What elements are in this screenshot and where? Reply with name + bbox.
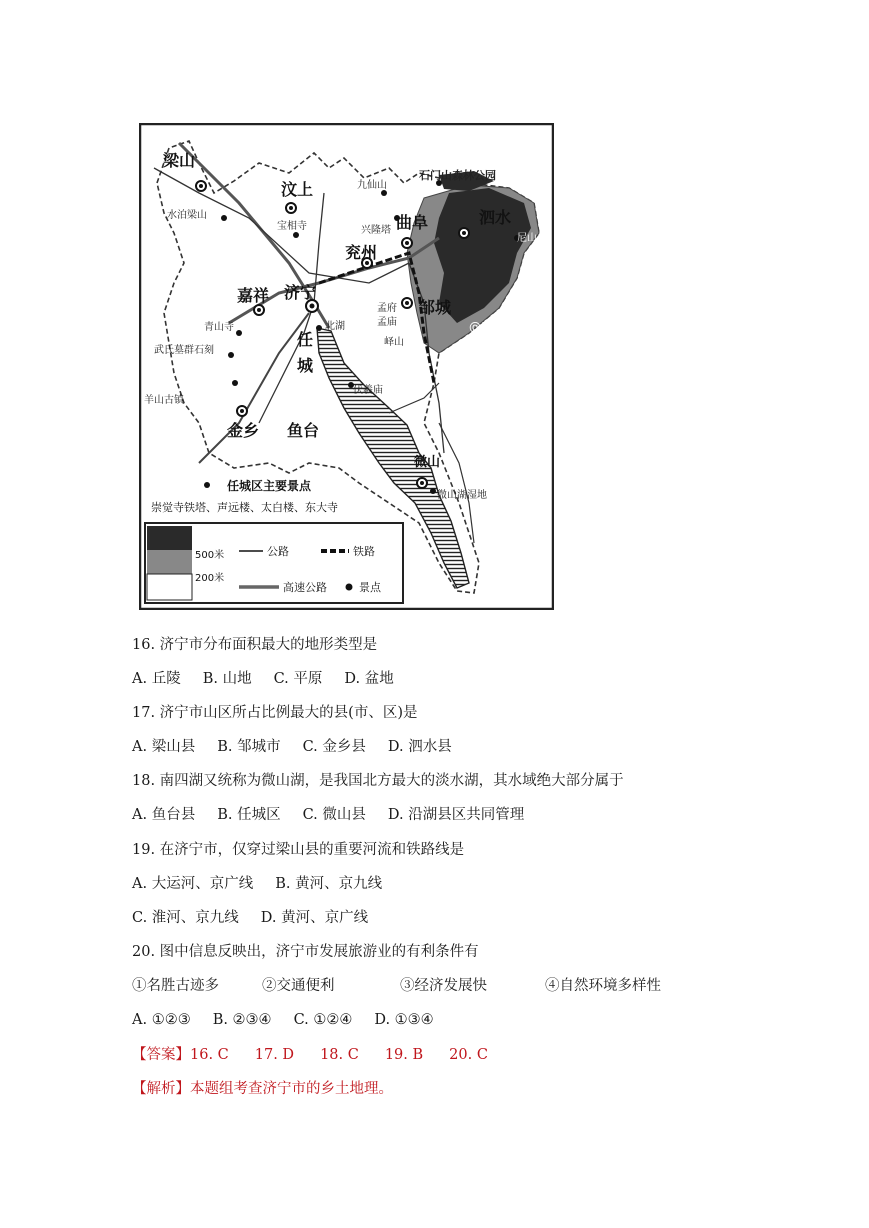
option: B. 任城区 (217, 807, 281, 823)
answer-label: 【答案】 (132, 1047, 190, 1063)
option: D. ①③④ (374, 1012, 434, 1028)
label-cheng: 城 (297, 356, 314, 375)
question-19-options-line2 (132, 909, 390, 927)
label-wushi: 武氏墓群石刻 (154, 345, 214, 356)
label-jiaxiang: 嘉祥 (237, 286, 270, 305)
label-wenshang: 汶上 (281, 180, 314, 199)
label-weishan: 微山 (414, 455, 441, 470)
question-18-options (132, 806, 546, 824)
analysis-label: 【解析】 (132, 1081, 190, 1097)
label-xinglongta: 兴隆塔 (361, 225, 391, 236)
option: C. ①②④ (293, 1012, 353, 1028)
label-fuxi: 伏羲庙 (353, 385, 383, 396)
option: B. ②③④ (212, 1012, 272, 1028)
label-weishanhu: 微山湖湿地 (437, 490, 487, 501)
option: C. 平原 (273, 671, 323, 687)
label-yishan: 峄山 (384, 337, 404, 348)
svg-text:景点: 景点 (359, 581, 381, 594)
question-16-options (132, 670, 416, 688)
answer-item: 18. C (320, 1047, 359, 1063)
option: D. 沿湖县区共同管理 (387, 807, 525, 823)
label-zoucheng: 邹城 (419, 298, 452, 317)
note-title: 任城区主要景点 (227, 479, 312, 493)
label-qingshansi: 青山寺 (204, 322, 234, 333)
answer-line (132, 1046, 514, 1064)
label-mengfu: 孟府 (377, 303, 397, 314)
option: D. 黄河、京广线 (260, 910, 369, 926)
answer-item: 20. C (449, 1047, 488, 1063)
label-mengmiao: 孟庙 (377, 317, 397, 328)
condition: ①名胜古迹多 (132, 978, 219, 994)
svg-text:500米: 500米 (195, 550, 225, 561)
option: D. 泗水县 (387, 739, 452, 755)
condition: ③经济发展快 (400, 978, 487, 994)
option: A. ①②③ (132, 1012, 191, 1028)
label-liangshan: 梁山 (163, 151, 196, 170)
label-yangshan: 羊山古镇 (144, 395, 184, 406)
legend (145, 523, 403, 603)
question-19-stem: 19. 在济宁市，仅穿过梁山县的重要河流和铁路线是 (132, 842, 465, 858)
option: B. 山地 (202, 671, 252, 687)
label-baoxiang: 宝相寺 (277, 221, 307, 232)
option: C. 金乡县 (302, 739, 366, 755)
label-nishan: 尼山 (517, 233, 537, 244)
jining-map (139, 123, 554, 610)
svg-text:200米: 200米 (195, 573, 225, 584)
answer-item: 19. B (384, 1047, 424, 1063)
label-sishui: 泗水 (479, 208, 512, 227)
option: B. 邹城市 (217, 739, 281, 755)
label-yanzhou: 兖州 (345, 243, 378, 262)
label-jinxiang: 金乡 (227, 421, 260, 440)
question-20-conditions (132, 977, 661, 995)
svg-text:铁路: 铁路 (353, 545, 375, 558)
watermark: @正确教育 (469, 320, 530, 334)
question-20-options (132, 1011, 456, 1029)
option: A. 丘陵 (132, 671, 181, 687)
label-yutai: 鱼台 (287, 421, 320, 440)
question-17-stem: 17. 济宁市山区所占比例最大的县(市、区)是 (132, 705, 418, 721)
option: A. 梁山县 (132, 739, 196, 755)
option: C. 微山县 (302, 807, 366, 823)
answer-item: 17. D (254, 1047, 295, 1063)
label-shuipo: 水泊梁山 (167, 210, 207, 221)
question-17-options (132, 738, 474, 756)
question-19-options-line1 (132, 875, 404, 893)
label-qufu: 曲阜 (396, 213, 429, 232)
svg-text:公路: 公路 (267, 545, 289, 558)
option: B. 黄河、京九线 (275, 876, 383, 892)
option: A. 鱼台县 (132, 807, 196, 823)
question-20-stem: 20. 图中信息反映出，济宁市发展旅游业的有利条件有 (132, 944, 479, 960)
option: C. 淮河、京九线 (132, 910, 239, 926)
analysis-text: 本题组考查济宁市的乡土地理。 (190, 1081, 393, 1097)
label-shimenshan: 石门山森林公园 (419, 169, 496, 182)
answer-item: 16. C (190, 1047, 229, 1063)
label-jiuxianshan: 九仙山 (357, 180, 387, 191)
option: D. 盆地 (344, 671, 394, 687)
question-18-stem: 18. 南四湖又统称为微山湖，是我国北方最大的淡水湖，其水域绝大部分属于 (132, 773, 624, 789)
condition: ④自然环境多样性 (545, 978, 661, 994)
svg-text:高速公路: 高速公路 (283, 581, 327, 594)
question-16-stem: 16. 济宁市分布面积最大的地形类型是 (132, 637, 378, 653)
analysis-line (132, 1080, 393, 1098)
condition: ②交通便利 (262, 978, 335, 994)
label-jining: 济宁 (284, 283, 317, 302)
note-body: 崇觉寺铁塔、声远楼、太白楼、东大寺 (151, 501, 338, 514)
label-beihu: 北湖 (325, 321, 345, 332)
label-ren: 任 (297, 330, 314, 349)
option: A. 大运河、京广线 (132, 876, 254, 892)
